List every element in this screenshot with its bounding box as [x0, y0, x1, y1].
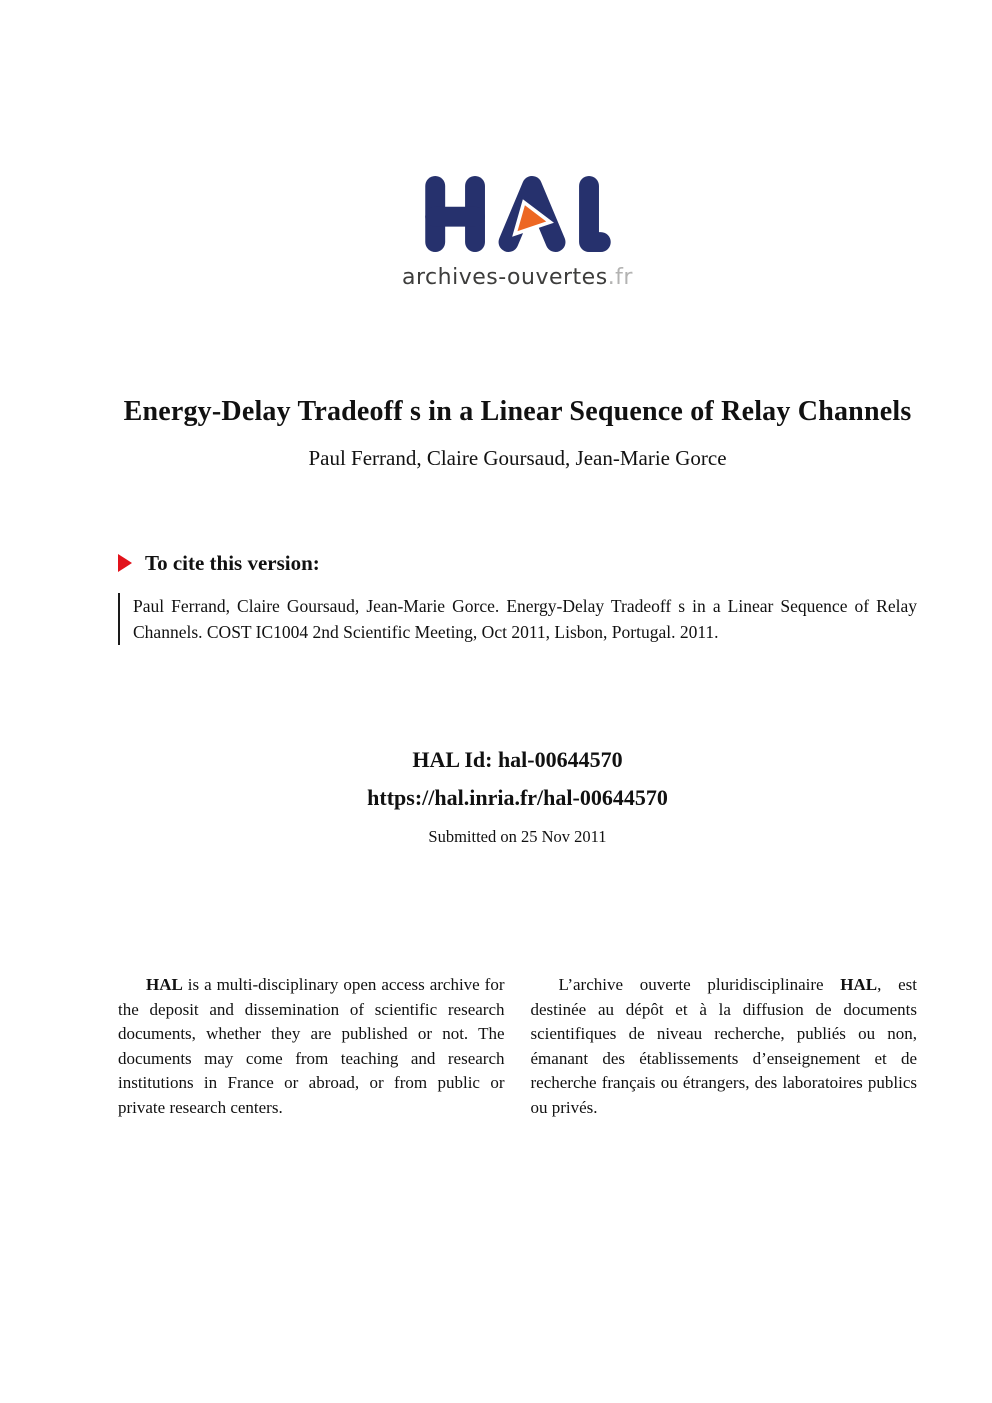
hal-logo-icon	[415, 176, 621, 252]
about-french-paragraph	[531, 973, 918, 1120]
about-english-bold: HAL	[146, 975, 183, 994]
submission-date: Submitted on 25 Nov 2011	[428, 827, 607, 846]
about-english-paragraph	[118, 973, 505, 1120]
hal-id-line: HAL Id: hal-00644570	[412, 747, 623, 772]
paper-title: Energy-Delay Tradeoff s in a Linear Sequence of Relay Channels	[123, 396, 912, 427]
hal-logo-subtitle	[118, 265, 917, 291]
hal-url-link[interactable]: https://hal.inria.fr/hal-00644570	[367, 785, 668, 810]
citation-block	[118, 593, 917, 645]
about-french-pre: L’archive ouverte pluridisciplinaire	[558, 975, 841, 994]
about-english-text: is a multi-disciplinary open access archive for the deposit and dissemination of scientific research documents, whether they are published or not. The documents may come from teaching and research institutions in France or abroad, or from public or private research centers.	[118, 975, 505, 1117]
cite-heading-label: To cite this version:	[145, 551, 320, 575]
hal-id-block	[118, 741, 917, 817]
hal-logo-subtitle-fr: .fr	[607, 265, 633, 290]
about-columns	[118, 973, 917, 1120]
paper-authors: Paul Ferrand, Claire Goursaud, Jean-Marie Gorce	[308, 446, 727, 470]
hal-logo-subtitle-text: archives-ouvertes	[402, 265, 608, 290]
hal-logo	[118, 0, 917, 291]
about-french-text: , est destinée au dépôt et à la diffusion de documents scientifiques de niveau recherche, publiés ou non, émanant des établissements d’enseignement et de recherche français ou étrangers, des laboratoires publics ou privés.	[530, 975, 917, 1117]
cite-section-heading	[118, 549, 917, 577]
about-french-bold: HAL	[840, 975, 878, 994]
red-triangle-icon	[118, 554, 132, 572]
citation-text: Paul Ferrand, Claire Goursaud, Jean-Marie Gorce. Energy-Delay Tradeoff s in a Linear Sequence of Relay Channels. COST IC1004 2nd Scientific Meeting, Oct 2011, Lisbon, Portugal. 2011.	[133, 596, 917, 642]
